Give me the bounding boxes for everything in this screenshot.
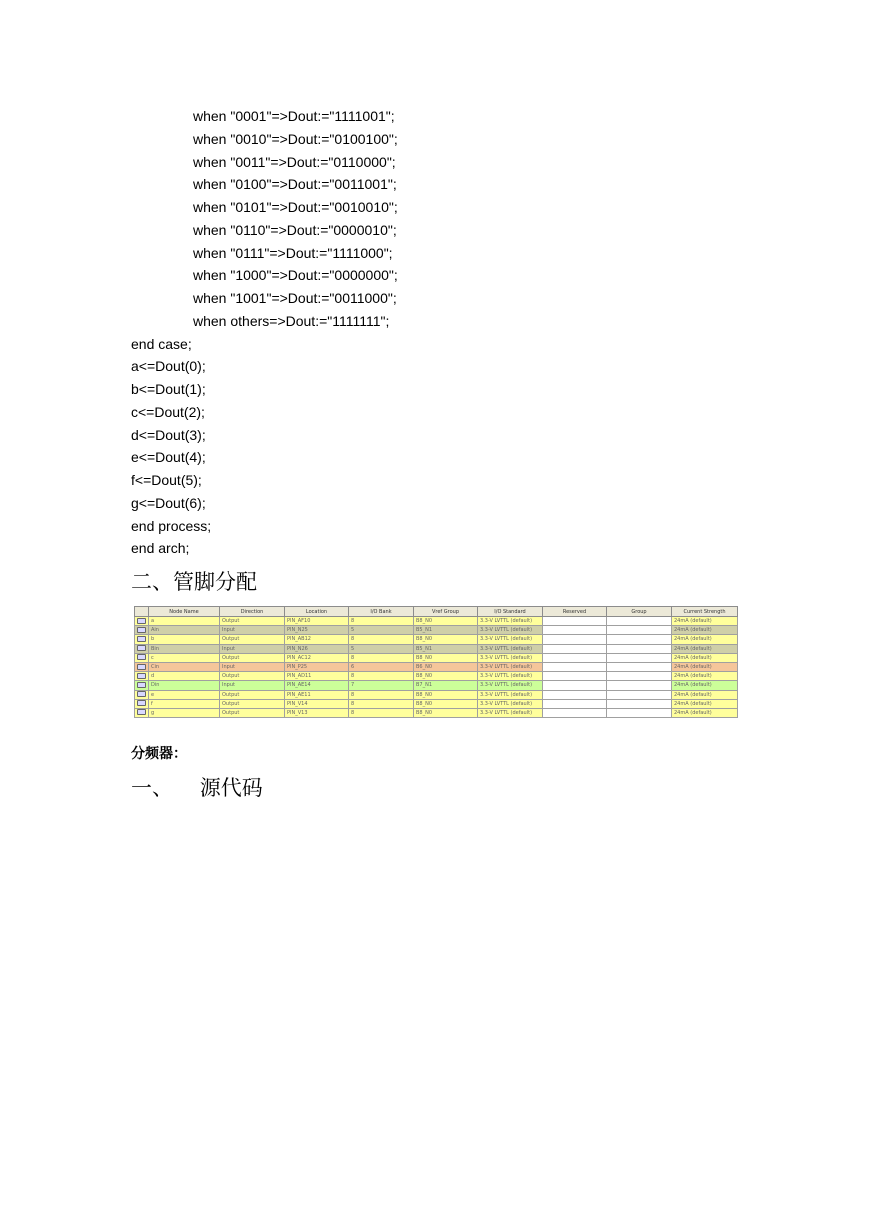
table-row[interactable] <box>135 626 738 635</box>
table-cell[interactable]: PIN_AB12 <box>285 635 349 644</box>
pin-icon-cell <box>135 690 149 699</box>
code-line: when "0100"=>Dout:="0011001"; <box>193 176 397 192</box>
section-heading-pin-assignment: 二、管脚分配 <box>131 570 257 594</box>
code-line: g<=Dout(6); <box>131 495 206 511</box>
table-cell[interactable]: Output <box>220 690 285 699</box>
code-line: when others=>Dout:="1111111"; <box>193 313 390 329</box>
column-header[interactable]: Direction <box>220 607 285 617</box>
table-cell[interactable]: 3.3-V LVTTL (default) <box>478 699 543 708</box>
pin-assignment-table <box>134 606 738 718</box>
code-line: when "1001"=>Dout:="0011000"; <box>193 290 397 306</box>
table-cell[interactable]: 24mA (default) <box>672 653 738 662</box>
table-cell[interactable]: 8 <box>349 672 414 681</box>
table-cell[interactable]: 3.3-V LVTTL (default) <box>478 626 543 635</box>
table-cell[interactable] <box>543 644 607 653</box>
pin-icon-cell <box>135 653 149 662</box>
table-cell[interactable]: B8_N0 <box>414 708 478 717</box>
pin-icon <box>137 682 146 688</box>
pin-icon <box>137 709 146 715</box>
table-row[interactable] <box>135 635 738 644</box>
table-cell[interactable] <box>543 681 607 690</box>
section-heading-source-code: 一、 源代码 <box>131 776 263 800</box>
table-cell[interactable]: B5_N1 <box>414 626 478 635</box>
table-cell[interactable]: 3.3-V LVTTL (default) <box>478 653 543 662</box>
code-line: when "0101"=>Dout:="0010010"; <box>193 199 398 215</box>
table-cell[interactable]: e <box>149 690 220 699</box>
table-cell[interactable]: PIN_N25 <box>285 626 349 635</box>
pin-icon-cell <box>135 635 149 644</box>
table-cell[interactable]: Output <box>220 635 285 644</box>
table-cell[interactable]: PIN_AD11 <box>285 672 349 681</box>
column-header[interactable]: Group <box>607 607 672 617</box>
table-cell[interactable]: Input <box>220 681 285 690</box>
column-header[interactable]: Reserved <box>543 607 607 617</box>
table-cell[interactable]: B7_N1 <box>414 681 478 690</box>
pin-icon <box>137 618 146 624</box>
table-cell[interactable]: 24mA (default) <box>672 699 738 708</box>
table-cell[interactable]: Input <box>220 662 285 671</box>
table-cell[interactable] <box>543 653 607 662</box>
pin-icon <box>137 636 146 642</box>
code-line: when "0111"=>Dout:="1111000"; <box>193 245 393 261</box>
column-header[interactable]: Node Name <box>149 607 220 617</box>
table-cell[interactable]: Output <box>220 699 285 708</box>
table-cell[interactable]: B8_N0 <box>414 672 478 681</box>
table-cell[interactable] <box>607 662 672 671</box>
table-cell[interactable]: 24mA (default) <box>672 672 738 681</box>
table-cell[interactable]: 8 <box>349 653 414 662</box>
table-cell[interactable]: Input <box>220 644 285 653</box>
table-cell[interactable] <box>607 690 672 699</box>
table-cell[interactable]: 8 <box>349 617 414 626</box>
table-cell[interactable]: Ain <box>149 626 220 635</box>
table-cell[interactable]: 24mA (default) <box>672 708 738 717</box>
pin-icon <box>137 700 146 706</box>
table-cell[interactable]: g <box>149 708 220 717</box>
column-header[interactable]: I/O Standard <box>478 607 543 617</box>
table-cell[interactable]: Output <box>220 653 285 662</box>
table-cell[interactable] <box>607 635 672 644</box>
code-line: when "0110"=>Dout:="0000010"; <box>193 222 397 238</box>
table-cell[interactable] <box>607 708 672 717</box>
code-line: when "0010"=>Dout:="0100100"; <box>193 131 398 147</box>
table-row[interactable] <box>135 690 738 699</box>
divider-label: 分频器： <box>131 745 187 761</box>
table-cell[interactable]: PIN_AC12 <box>285 653 349 662</box>
table-cell[interactable]: B5_N1 <box>414 644 478 653</box>
table-cell[interactable]: B8_N0 <box>414 653 478 662</box>
header-icon-cell <box>135 607 149 617</box>
table-cell[interactable] <box>543 708 607 717</box>
table-cell[interactable] <box>607 644 672 653</box>
table-cell[interactable]: 8 <box>349 635 414 644</box>
table-cell[interactable]: 3.3-V LVTTL (default) <box>478 681 543 690</box>
table-cell[interactable]: 3.3-V LVTTL (default) <box>478 635 543 644</box>
code-line: when "1000"=>Dout:="0000000"; <box>193 267 398 283</box>
pin-icon-cell <box>135 626 149 635</box>
table-cell[interactable] <box>543 672 607 681</box>
table-cell[interactable]: Output <box>220 617 285 626</box>
table-cell[interactable] <box>607 681 672 690</box>
pin-icon-cell <box>135 681 149 690</box>
pin-icon <box>137 645 146 651</box>
code-line: b<=Dout(1); <box>131 381 206 397</box>
table-cell[interactable]: 3.3-V LVTTL (default) <box>478 662 543 671</box>
table-cell[interactable] <box>543 690 607 699</box>
pin-table-body <box>135 617 738 718</box>
table-cell[interactable]: Output <box>220 672 285 681</box>
table-cell[interactable] <box>607 653 672 662</box>
table-row[interactable] <box>135 662 738 671</box>
table-row[interactable] <box>135 672 738 681</box>
table-cell[interactable]: 8 <box>349 699 414 708</box>
pin-icon-cell <box>135 699 149 708</box>
column-header[interactable]: Current Strength <box>672 607 738 617</box>
table-cell[interactable]: c <box>149 653 220 662</box>
table-cell[interactable]: B8_N0 <box>414 635 478 644</box>
table-header-row <box>135 607 738 617</box>
table-cell[interactable]: 3.3-V LVTTL (default) <box>478 708 543 717</box>
table-cell[interactable] <box>543 699 607 708</box>
code-line: f<=Dout(5); <box>131 472 202 488</box>
table-cell[interactable]: B8_N0 <box>414 690 478 699</box>
code-line: d<=Dout(3); <box>131 427 206 443</box>
table-cell[interactable]: 24mA (default) <box>672 635 738 644</box>
table-cell[interactable]: B6_N0 <box>414 662 478 671</box>
table-cell[interactable] <box>543 635 607 644</box>
pin-icon <box>137 691 146 697</box>
table-cell[interactable]: Bin <box>149 644 220 653</box>
table-cell[interactable]: 5 <box>349 644 414 653</box>
table-cell[interactable]: 7 <box>349 681 414 690</box>
table-cell[interactable] <box>543 626 607 635</box>
table-cell[interactable]: 24mA (default) <box>672 662 738 671</box>
table-cell[interactable]: Output <box>220 708 285 717</box>
code-line: when "0011"=>Dout:="0110000"; <box>193 154 396 170</box>
code-line: end arch; <box>131 540 190 556</box>
table-cell[interactable]: 24mA (default) <box>672 626 738 635</box>
table-cell[interactable]: 24mA (default) <box>672 690 738 699</box>
table-cell[interactable]: b <box>149 635 220 644</box>
table-cell[interactable]: d <box>149 672 220 681</box>
table-cell[interactable]: 24mA (default) <box>672 617 738 626</box>
table-cell[interactable]: 8 <box>349 708 414 717</box>
table-cell[interactable] <box>607 699 672 708</box>
pin-icon-cell <box>135 644 149 653</box>
table-cell[interactable]: B8_N0 <box>414 617 478 626</box>
table-cell[interactable]: a <box>149 617 220 626</box>
table-row[interactable] <box>135 708 738 717</box>
table-cell[interactable]: PIN_AE11 <box>285 690 349 699</box>
pin-icon <box>137 627 146 633</box>
pin-icon <box>137 673 146 679</box>
table-cell[interactable]: 3.3-V LVTTL (default) <box>478 672 543 681</box>
table-cell[interactable]: B8_N0 <box>414 699 478 708</box>
code-line: when "0001"=>Dout:="1111001"; <box>193 108 395 124</box>
column-header[interactable]: Location <box>285 607 349 617</box>
table-cell[interactable]: PIN_AE14 <box>285 681 349 690</box>
table-cell[interactable]: 3.3-V LVTTL (default) <box>478 690 543 699</box>
column-header[interactable]: Vref Group <box>414 607 478 617</box>
table-cell[interactable] <box>607 626 672 635</box>
column-header[interactable]: I/O Bank <box>349 607 414 617</box>
table-cell[interactable]: PIN_V14 <box>285 699 349 708</box>
table-cell[interactable] <box>543 617 607 626</box>
table-row[interactable] <box>135 644 738 653</box>
table-cell[interactable]: PIN_AF10 <box>285 617 349 626</box>
table-cell[interactable]: f <box>149 699 220 708</box>
table-row[interactable] <box>135 617 738 626</box>
table-cell[interactable]: 24mA (default) <box>672 644 738 653</box>
table-cell[interactable]: Cin <box>149 662 220 671</box>
code-line: end case; <box>131 336 192 352</box>
table-cell[interactable] <box>607 672 672 681</box>
table-cell[interactable]: Din <box>149 681 220 690</box>
pin-icon-cell <box>135 662 149 671</box>
table-cell[interactable]: PIN_P25 <box>285 662 349 671</box>
pin-icon <box>137 654 146 660</box>
pin-icon <box>137 664 146 670</box>
table-cell[interactable]: 8 <box>349 690 414 699</box>
table-cell[interactable]: 5 <box>349 626 414 635</box>
table-cell[interactable] <box>543 662 607 671</box>
table-cell[interactable]: PIN_N26 <box>285 644 349 653</box>
table-row[interactable] <box>135 653 738 662</box>
table-row[interactable] <box>135 681 738 690</box>
pin-icon-cell <box>135 617 149 626</box>
table-cell[interactable]: Input <box>220 626 285 635</box>
table-cell[interactable]: 3.3-V LVTTL (default) <box>478 644 543 653</box>
table-cell[interactable]: 6 <box>349 662 414 671</box>
code-line: e<=Dout(4); <box>131 449 206 465</box>
code-line: end process; <box>131 518 212 534</box>
code-line: c<=Dout(2); <box>131 404 205 420</box>
table-cell[interactable]: PIN_V13 <box>285 708 349 717</box>
table-cell[interactable]: 24mA (default) <box>672 681 738 690</box>
pin-icon-cell <box>135 708 149 717</box>
pin-icon-cell <box>135 672 149 681</box>
table-cell[interactable] <box>607 617 672 626</box>
code-line: a<=Dout(0); <box>131 358 206 374</box>
table-row[interactable] <box>135 699 738 708</box>
table-cell[interactable]: 3.3-V LVTTL (default) <box>478 617 543 626</box>
